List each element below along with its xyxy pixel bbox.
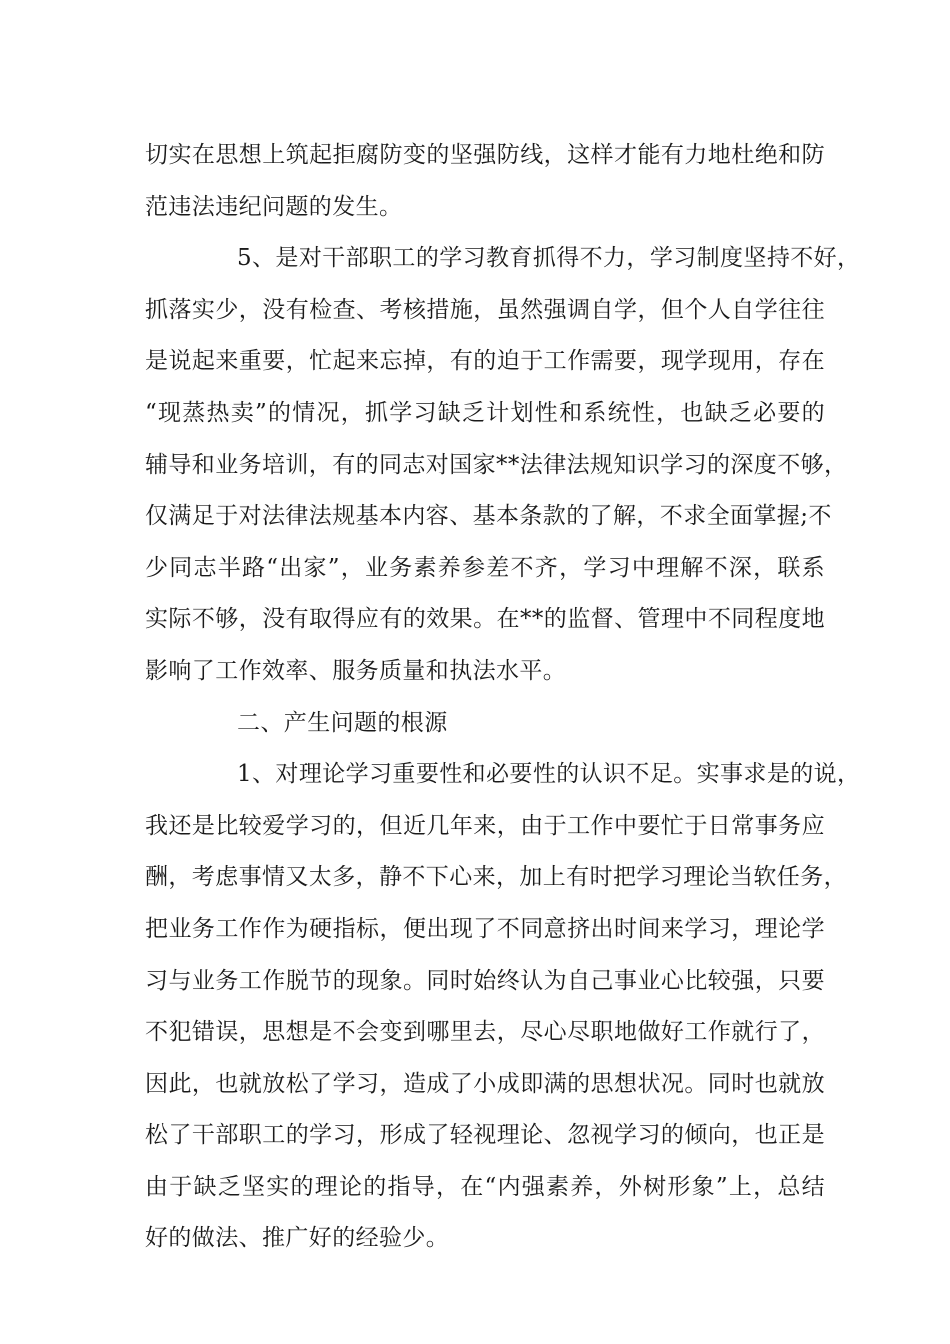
text-line: 少同志半路“出家”，业务素养参差不齐，学习中理解不深，联系: [145, 554, 825, 581]
text-line: 把业务工作作为硬指标，便出现了不同意挤出时间来学习，理论学: [145, 915, 825, 942]
text-line: 切实在思想上筑起拒腐防变的坚强防线，这样才能有力地杜绝和防: [145, 142, 825, 168]
text-line: 实际不够，没有取得应有的效果。在**的监督、管理中不同程度地: [145, 606, 825, 633]
body-text: [145, 130, 861, 1265]
paragraph-start-line: 1、对理论学习重要性和必要性的认识不足。实事求是的说，: [237, 761, 861, 788]
text-line: 好的做法、推广好的经验少。: [145, 1225, 450, 1252]
text-line: “现蒸热卖”的情况，抓学习缺乏计划性和系统性，也缺乏必要的: [145, 399, 825, 426]
text-line: 我还是比较爱学习的，但近几年来，由于工作中要忙于日常事务应: [145, 812, 825, 839]
text-line: 影响了工作效率、服务质量和执法水平。: [145, 657, 567, 684]
text-line: 由于缺乏坚实的理论的指导，在“内强素养，外树形象”上，总结: [145, 1173, 825, 1200]
text-line: 因此，也就放松了学习，造成了小成即满的思想状况。同时也就放: [145, 1070, 825, 1097]
paragraph-start-line: 5、是对干部职工的学习教育抓得不力，学习制度坚持不好，: [237, 245, 861, 272]
text-line: 抓落实少，没有检查、考核措施，虽然强调自学，但个人自学往往: [145, 296, 825, 323]
text-line: 范违法违纪问题的发生。: [145, 193, 403, 220]
text-line: 习与业务工作脱节的现象。同时始终认为自己事业心比较强，只要: [145, 967, 825, 994]
text-line: 酬，考虑事情又太多，静不下心来，加上有时把学习理论当软任务，: [145, 864, 847, 891]
section-heading: 二、产生问题的根源: [237, 709, 448, 736]
text-line: 不犯错误，思想是不会变到哪里去，尽心尽职地做好工作就行了，: [145, 1019, 825, 1046]
text-line: 是说起来重要，忙起来忘掉，有的迫于工作需要，现学现用，存在: [145, 348, 825, 375]
text-line: 辅导和业务培训，有的同志对国家**法律法规知识学习的深度不够，: [145, 451, 848, 478]
text-line: 仅满足于对法律法规基本内容、基本条款的了解，不求全面掌握;不: [145, 503, 832, 530]
text-line: 松了干部职工的学习，形成了轻视理论、忽视学习的倾向，也正是: [145, 1122, 825, 1149]
